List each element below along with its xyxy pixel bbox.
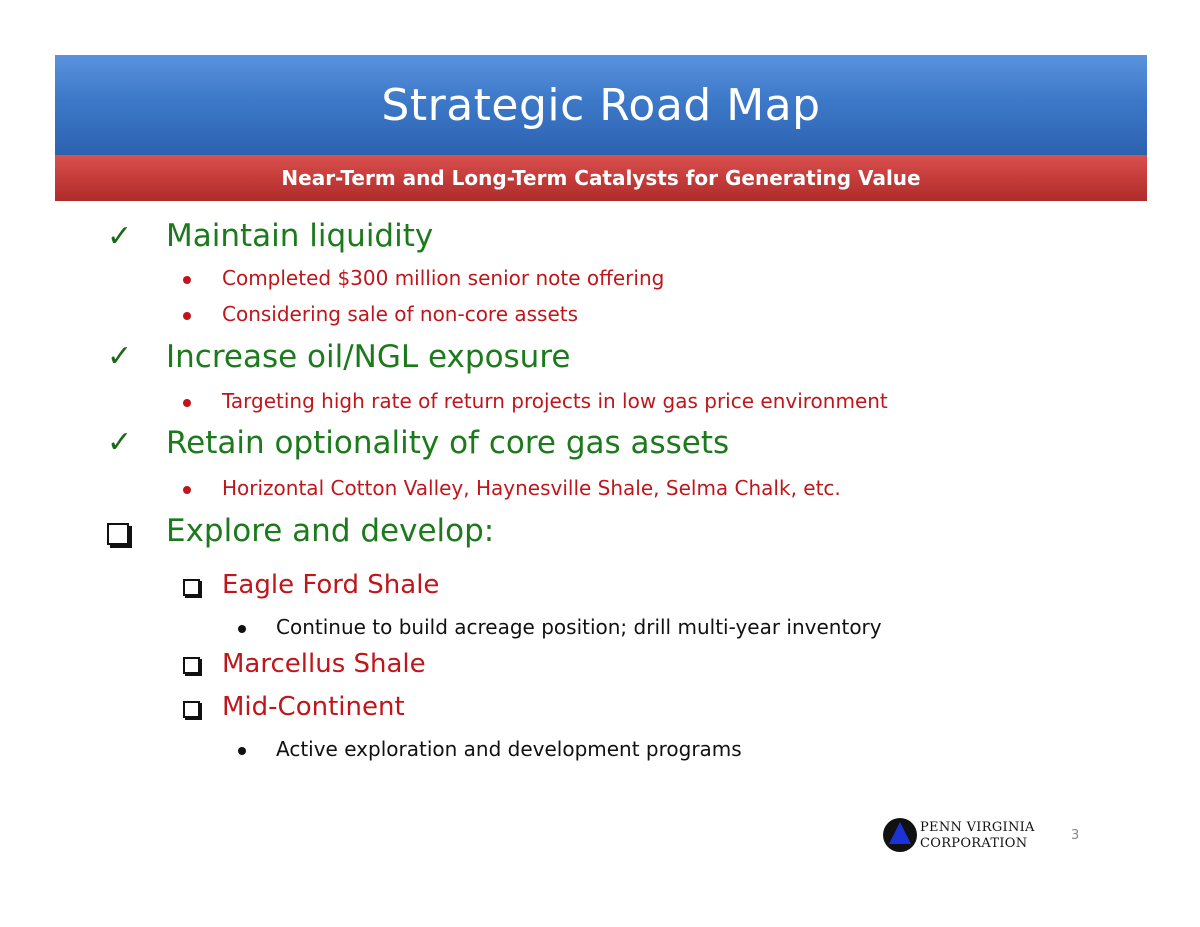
group-mid-continent: Mid-Continent — [222, 692, 405, 722]
title-bar — [55, 55, 1147, 155]
subtitle-bar — [55, 155, 1147, 201]
checkbox-icon — [183, 701, 200, 718]
item-maintain-liquidity: Maintain liquidity — [166, 218, 434, 254]
subitem: Horizontal Cotton Valley, Haynesville Shale, Selma Chalk, etc. — [222, 476, 841, 500]
group-detail: Continue to build acreage position; drill multi-year inventory — [276, 615, 882, 639]
checkbox-icon — [107, 523, 129, 545]
group-detail: Active exploration and development programs — [276, 737, 742, 761]
check-icon: ✓ — [107, 219, 133, 254]
item-explore-develop: Explore and develop: — [166, 513, 495, 549]
bullet-icon — [183, 312, 191, 320]
logo-text-line2: CORPORATION — [920, 836, 1028, 851]
subitem: Completed $300 million senior note offering — [222, 266, 665, 290]
bullet-icon — [238, 625, 246, 633]
checkbox-icon — [183, 579, 200, 596]
subitem: Considering sale of non-core assets — [222, 302, 579, 326]
group-marcellus: Marcellus Shale — [222, 649, 426, 679]
item-increase-oil-ngl: Increase oil/NGL exposure — [166, 339, 571, 375]
subitem: Targeting high rate of return projects in low gas price environment — [222, 389, 888, 413]
bullet-icon — [183, 486, 191, 494]
checkbox-icon — [183, 657, 200, 674]
slide-subtitle: Near-Term and Long-Term Catalysts for Generating Value — [281, 166, 921, 190]
slide-title: Strategic Road Map — [381, 79, 821, 131]
logo-text-line1: PENN VIRGINIA — [920, 820, 1035, 835]
page-number: 3 — [1071, 828, 1080, 843]
group-eagle-ford: Eagle Ford Shale — [222, 570, 440, 600]
item-retain-optionality: Retain optionality of core gas assets — [166, 425, 730, 461]
check-icon: ✓ — [107, 425, 133, 460]
bullet-icon — [183, 399, 191, 407]
bullet-icon — [183, 276, 191, 284]
logo-triangle-icon — [889, 822, 911, 844]
check-icon: ✓ — [107, 339, 133, 374]
bullet-icon — [238, 747, 246, 755]
